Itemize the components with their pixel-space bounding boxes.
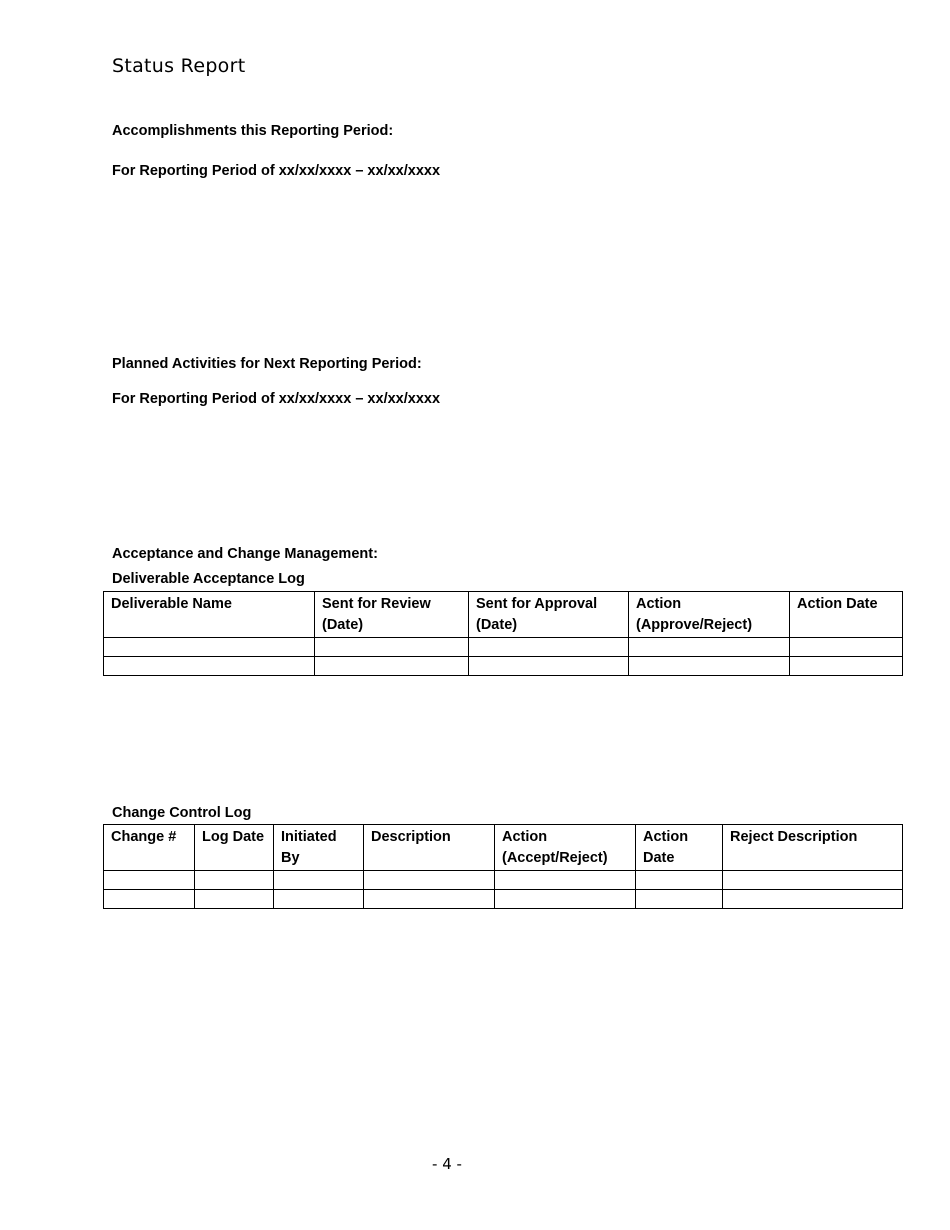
column-header: Action (Accept/Reject) [495,825,636,871]
page-header-title: Status Report [112,55,246,77]
change-control-log-title: Change Control Log [112,805,252,821]
table-row [104,657,903,676]
table-header-row [104,592,903,638]
table-cell[interactable] [195,890,274,909]
table-cell[interactable] [104,657,315,676]
table-cell[interactable] [195,871,274,890]
table-cell[interactable] [629,657,790,676]
table-cell[interactable] [315,638,469,657]
table-cell[interactable] [790,638,903,657]
table-cell[interactable] [629,638,790,657]
table-cell[interactable] [469,638,629,657]
column-header: Sent for Review (Date) [315,592,469,638]
column-header: Description [364,825,495,871]
table-row [104,871,903,890]
deliverable-log-title: Deliverable Acceptance Log [112,571,305,587]
table-cell[interactable] [274,871,364,890]
table-cell[interactable] [723,890,903,909]
accomplishments-period: For Reporting Period of xx/xx/xxxx – xx/xx/xxxx [112,163,441,179]
column-header: Change # [104,825,195,871]
table-cell[interactable] [315,657,469,676]
table-cell[interactable] [636,871,723,890]
column-header: Deliverable Name [104,592,315,638]
accomplishments-heading: Accomplishments this Reporting Period: [112,123,394,139]
table-cell[interactable] [364,871,495,890]
column-header: Initiated By [274,825,364,871]
deliverable-acceptance-table [103,591,903,676]
table-cell[interactable] [723,871,903,890]
table-cell[interactable] [274,890,364,909]
column-header: Action Date [636,825,723,871]
table-cell[interactable] [790,657,903,676]
page-number: - 4 - [432,1155,462,1173]
column-header: Log Date [195,825,274,871]
column-header: Sent for Approval (Date) [469,592,629,638]
table-cell[interactable] [495,871,636,890]
column-header: Action (Approve/Reject) [629,592,790,638]
table-cell[interactable] [364,890,495,909]
table-cell[interactable] [495,890,636,909]
table-cell[interactable] [469,657,629,676]
table-cell[interactable] [104,890,195,909]
table-row [104,890,903,909]
table-cell[interactable] [104,871,195,890]
table-cell[interactable] [104,638,315,657]
table-cell[interactable] [636,890,723,909]
table-header-row [104,825,903,871]
column-header: Action Date [790,592,903,638]
change-control-table [103,824,903,909]
planned-heading: Planned Activities for Next Reporting Period: [112,356,422,372]
column-header: Reject Description [723,825,903,871]
planned-period: For Reporting Period of xx/xx/xxxx – xx/xx/xxxx [112,391,441,407]
acceptance-heading: Acceptance and Change Management: [112,546,378,562]
table-row [104,638,903,657]
